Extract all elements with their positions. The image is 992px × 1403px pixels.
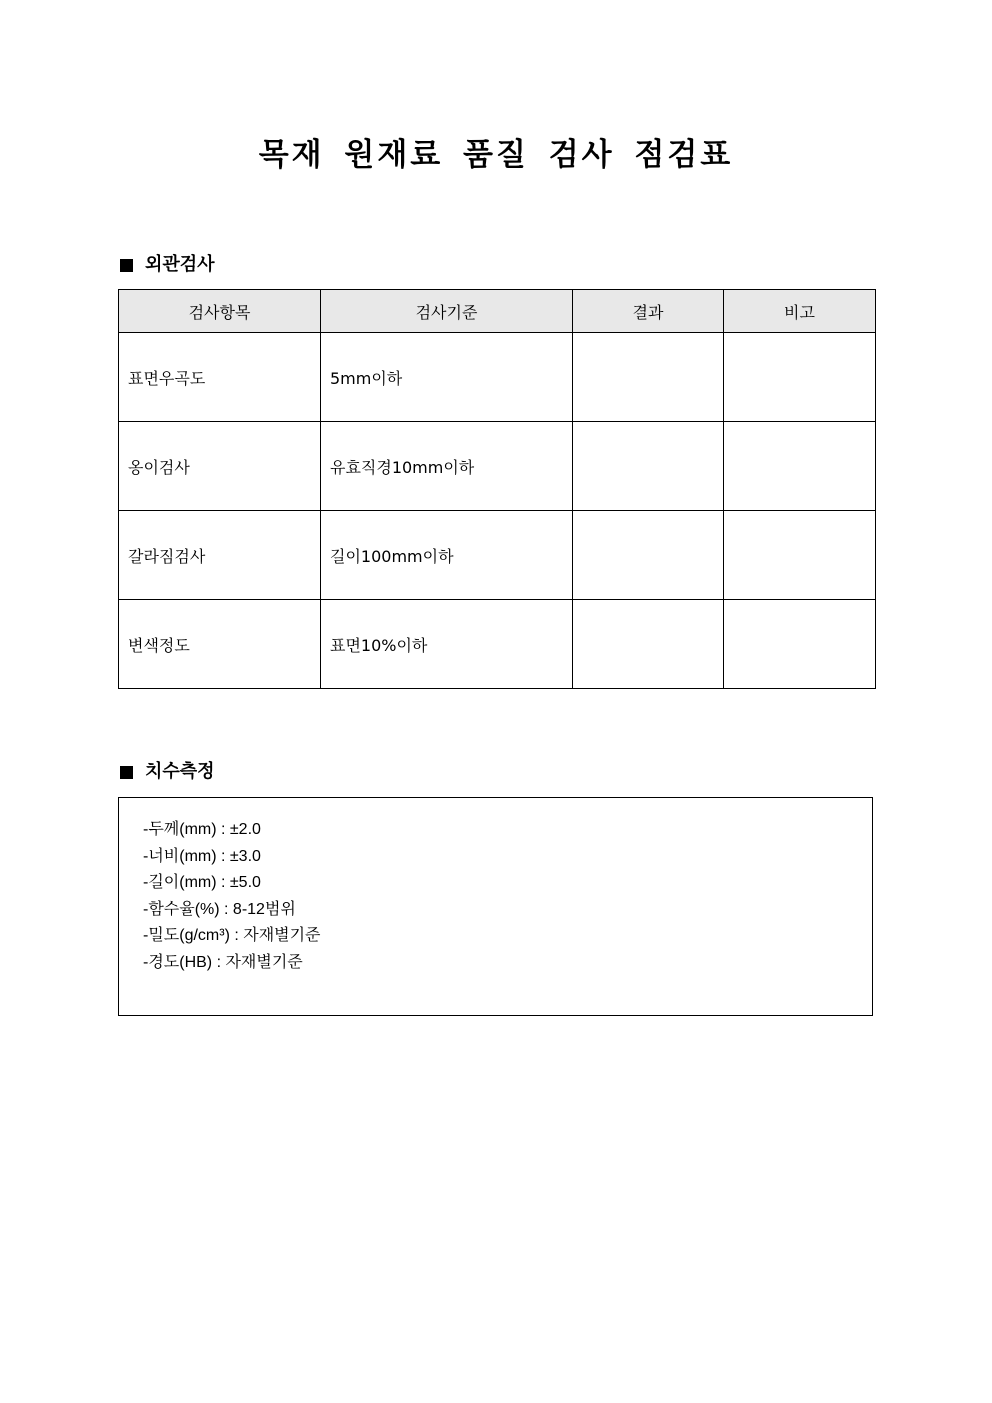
- cell-criterion: 유효직경10mm이하: [321, 422, 573, 511]
- cell-remarks[interactable]: [724, 600, 876, 689]
- table-header-row: [119, 290, 876, 333]
- cell-item: 옹이검사: [119, 422, 321, 511]
- table-row: [119, 422, 876, 511]
- dimension-item-length: -길이(mm) : ±5.0: [143, 874, 261, 891]
- header-remarks: 비고: [724, 290, 876, 333]
- dimension-list: [143, 817, 321, 976]
- cell-item: 표면우곡도: [119, 333, 321, 422]
- header-inspection-item: 검사항목: [119, 290, 321, 333]
- cell-item: 갈라짐검사: [119, 511, 321, 600]
- page-title: 목재 원재료 품질 검사 점검표: [258, 137, 734, 173]
- cell-criterion: 5mm이하: [321, 333, 573, 422]
- dimension-measurement-box: [118, 797, 873, 1016]
- square-bullet-icon: [120, 766, 133, 779]
- dimension-item-moisture: -함수율(%) : 8-12범위: [143, 900, 296, 918]
- dimension-item-width: -너비(mm) : ±3.0: [143, 847, 261, 865]
- dimension-item-hardness: -경도(HB) : 자재별기준: [143, 953, 303, 971]
- header-inspection-criterion: 검사기준: [321, 290, 573, 333]
- section-heading-appearance: [118, 253, 215, 277]
- cell-item: 변색정도: [119, 600, 321, 689]
- square-bullet-icon: [120, 259, 133, 272]
- appearance-inspection-table: [118, 289, 876, 689]
- section-heading-dimensions: [118, 760, 215, 784]
- section-heading-label: 치수측정: [145, 761, 215, 782]
- section-heading-label: 외관검사: [145, 254, 215, 275]
- cell-criterion: 표면10%이하: [321, 600, 573, 689]
- header-result: 결과: [573, 290, 724, 333]
- cell-result[interactable]: [573, 333, 724, 422]
- cell-remarks[interactable]: [724, 511, 876, 600]
- cell-result[interactable]: [573, 511, 724, 600]
- dimension-item-thickness: -두께(mm) : ±2.0: [143, 821, 261, 838]
- cell-remarks[interactable]: [724, 333, 876, 422]
- table-row: [119, 333, 876, 422]
- cell-result[interactable]: [573, 422, 724, 511]
- cell-remarks[interactable]: [724, 422, 876, 511]
- dimension-item-density: -밀도(g/cm³) : 자재별기준: [143, 927, 321, 944]
- cell-criterion: 길이100mm이하: [321, 511, 573, 600]
- table-row: [119, 511, 876, 600]
- table-row: [119, 600, 876, 689]
- cell-result[interactable]: [573, 600, 724, 689]
